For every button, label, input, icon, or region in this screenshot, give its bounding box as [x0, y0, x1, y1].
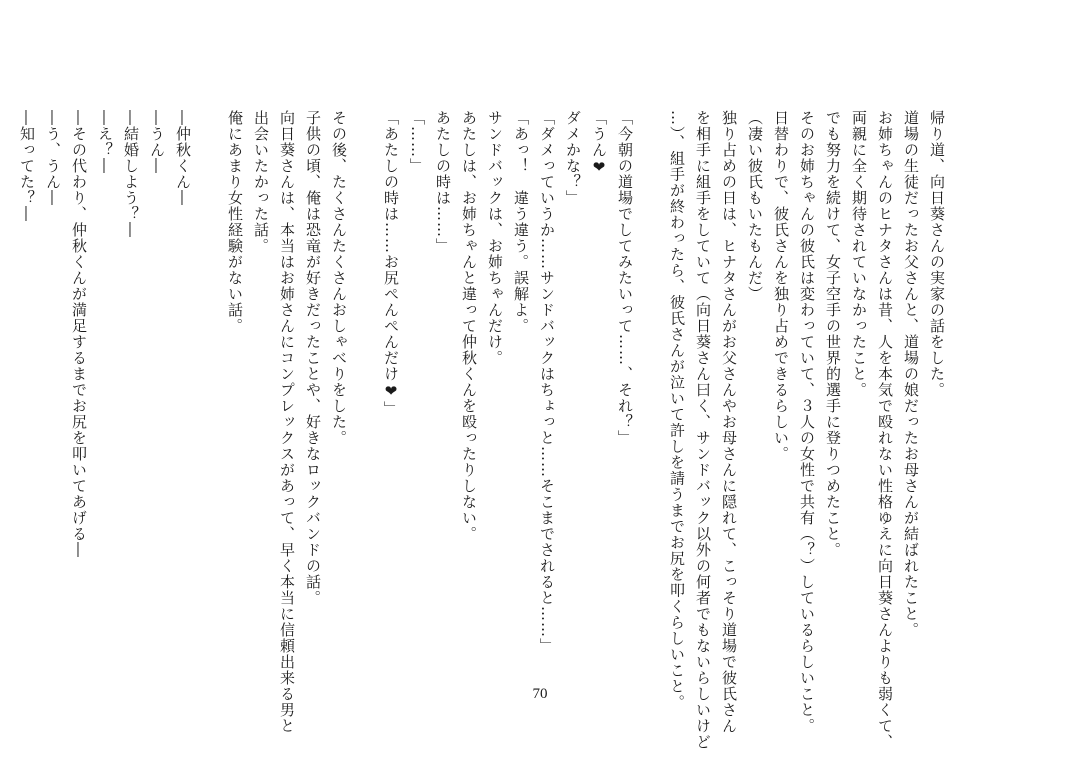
text-line: 帰り道、向日葵さんの実家の話をした。 [928, 110, 946, 398]
text-line: 「あっ！ 違う違う。誤解よ。 [512, 110, 530, 334]
text-line: ―仲秋くん― [174, 110, 192, 206]
text-line: 「今朝の道場でしてみたいって……、それ？」 [616, 110, 634, 446]
text-line: 「うん❤ [590, 110, 608, 177]
text-line: ―うん― [148, 110, 166, 174]
text-line: 日替わりで、彼氏さんを独り占めできるらしい。 [772, 110, 790, 462]
text-line: 両親に全く期待されていなかったこと。 [850, 110, 868, 398]
text-line: 独り占めの日は、ヒナタさんがお父さんやお母さんに隠れて、こっそり道場で彼氏さん [720, 110, 738, 734]
text-line: 向日葵さんは、本当はお姉さんにコンプレックスがあって、早く本当に信頼出来る男と [278, 110, 296, 734]
text-line: ―う、うん― [44, 110, 62, 206]
paragraph-break [196, 110, 222, 690]
text-line: その後、たくさんたくさんおしゃべりをした。 [330, 110, 348, 446]
text-line: あたしの時は……」 [434, 110, 452, 254]
text-line: 俺にあまり女性経験がない話。 [226, 110, 244, 334]
text-line: …）、組手が終わったら、彼氏さんが泣いて許しを請うまでお尻を叩くらしいこと。 [668, 110, 686, 711]
text-line: 道場の生徒だったお父さんと、道場の娘だったお母さんが結ばれたこと。 [902, 110, 920, 638]
text-line: 「ダメっていうか……サンドバックはちょっと……そこまでされると……」 [538, 110, 556, 654]
text-line: あたしは、お姉ちゃんと違って仲秋くんを殴ったりしない。 [460, 110, 478, 542]
text-line: でも努力を続けて、女子空手の世界的選手に登りつめたこと。 [824, 110, 842, 558]
page-number: 70 [532, 686, 548, 702]
text-line: ―え？― [96, 110, 114, 174]
text-line: そのお姉ちゃんの彼氏は変わっていて、３人の女性で共有（？）しているらしいこと。 [798, 110, 816, 734]
paragraph-break [352, 110, 378, 690]
text-line: サンドバックは、お姉ちゃんだけ。 [486, 110, 504, 366]
text-line: お姉ちゃんのヒナタさんは昔、人を本気で殴れない性格ゆえに向日葵さんよりも弱くて、 [876, 110, 894, 750]
text-line: 子供の頃、俺は恐竜が好きだったことや、好きなロックバンドの話。 [304, 110, 322, 606]
text-line: 「あたしの時は……お尻ぺんぺんだけ❤」 [382, 110, 400, 417]
text-line: ―知ってた？― [18, 110, 36, 222]
text-line: （凄い彼氏もいたもんだ） [746, 110, 764, 302]
paragraph-break [638, 110, 664, 690]
text-line: ―結婚しよう？― [122, 110, 140, 238]
text-line: 「……」 [408, 110, 426, 174]
text-line: 出会いたかった話。 [252, 110, 270, 254]
text-line: を相手に組手をしていて（向日葵さん曰く、サンドバック以外の何者でもないらしいけど [694, 110, 712, 750]
text-line: ダメかな？」 [564, 110, 582, 206]
text-line: ―その代わり、仲秋くんが満足するまでお尻を叩いてあげる― [70, 110, 88, 558]
